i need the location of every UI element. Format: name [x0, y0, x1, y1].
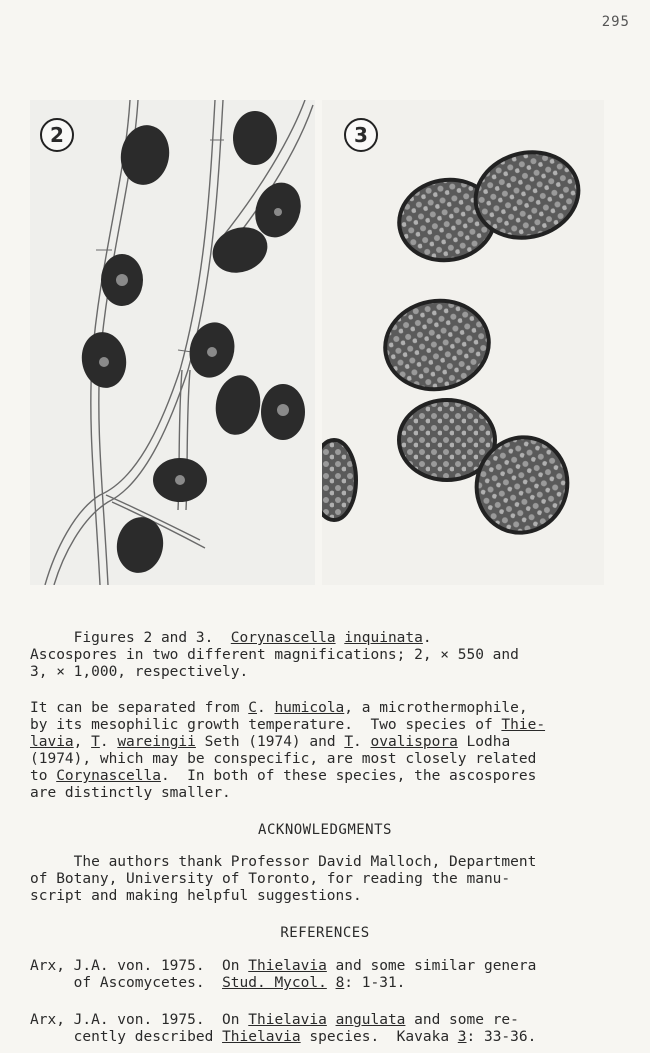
acknowledgments-heading: ACKNOWLEDGMENTS [258, 822, 392, 838]
figure-3-panel [322, 100, 604, 585]
species-name: inquinata [344, 630, 423, 646]
figure-ascospores [30, 100, 604, 585]
figure-caption: Figures 2 and 3. Corynascella inquinata. Ascospores in two different magnifications; 2, × 550 and 3, × 1,000, respectively. [30, 630, 519, 680]
figure-2-illustration [30, 100, 315, 585]
references-heading: REFERENCES [280, 925, 370, 941]
acknowledgments-paragraph: The authors thank Professor David Malloch, Department of Botany, University of Toronto, for reading the manu- script and making helpful suggestions. [30, 854, 537, 904]
figure-3-illustration [322, 100, 604, 585]
figure-3-label: 3 [344, 118, 378, 152]
figure-2-label: 2 [40, 118, 74, 152]
reference-1: Arx, J.A. von. 1975. On Thielavia and some similar genera of Ascomycetes. Stud. Mycol. 8: 1-31. [30, 958, 537, 991]
body-paragraph: It can be separated from C. humicola, a microthermophile, by its mesophilic growth temperature. Two species of Thie- lavia, T. wareingii Seth (1974) and T. ovalispora Lodha (1974), which may be conspecific, are most closely related to Corynascella. In both of these species, the ascospores are distinctly smaller. [30, 700, 546, 801]
figure-2-panel [30, 100, 315, 585]
reference-2: Arx, J.A. von. 1975. On Thielavia angulata and some re- cently described Thielavia species. Kavaka 3: 33-36. [30, 1012, 537, 1045]
genus-name: Corynascella [230, 630, 336, 646]
page-number: 295 [601, 14, 630, 30]
